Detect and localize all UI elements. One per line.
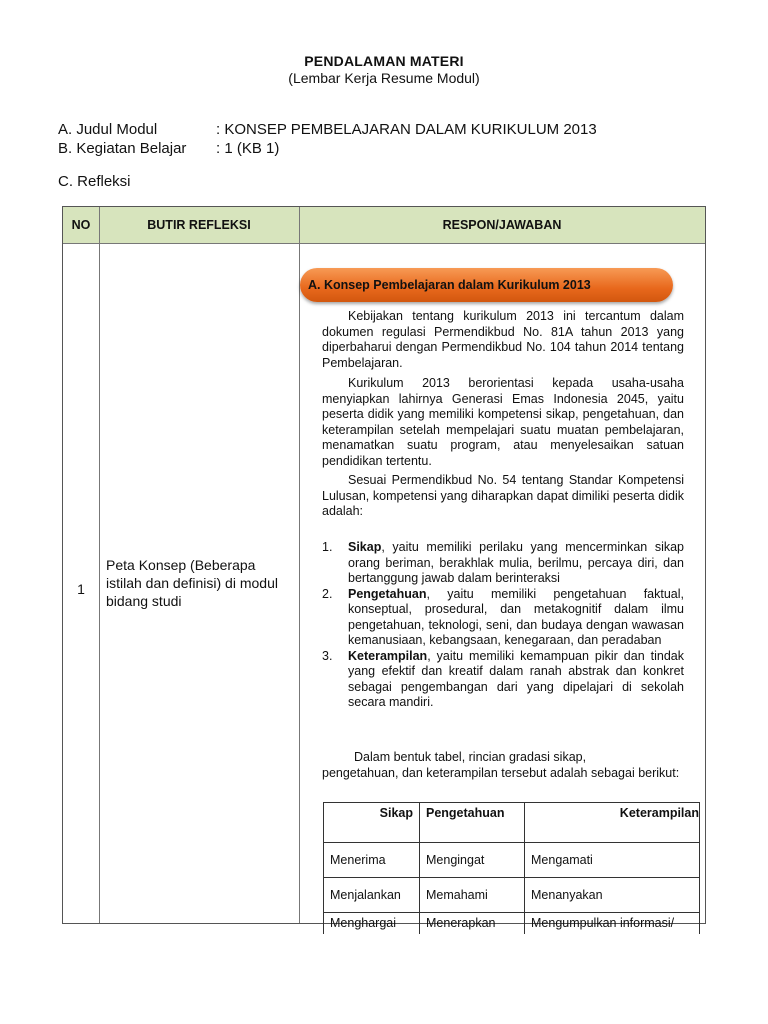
paragraph-4-rest: pengetahuan, dan keterampilan tersebut adalah sebagai berikut: — [322, 765, 680, 780]
kegiatan-belajar-value: : 1 (KB 1) — [216, 140, 280, 157]
list-number: 3. — [322, 648, 333, 663]
kegiatan-belajar-label: B. Kegiatan Belajar — [58, 140, 187, 157]
gradasi-header-keterampilan: Keterampilan — [525, 803, 700, 843]
gradasi-cell: Memahami — [420, 878, 525, 913]
section-title-badge: A. Konsep Pembelajaran dalam Kurikulum 2013 — [300, 268, 673, 302]
list-text: , yaitu memiliki pengetahuan faktual, konseptual, prosedural, dan metakognitif dalam ilmu pengetahuan, teknologi, seni, dan budaya dengan wawasan kemanusiaan, kebangsaan, kenegaraan, dan peradaban — [348, 586, 684, 647]
paragraph-4 — [322, 750, 684, 781]
list-item — [322, 587, 684, 649]
judul-modul-row — [58, 121, 597, 138]
paragraph-4-line-1: Dalam bentuk tabel, rincian gradasi sikap, — [354, 750, 587, 764]
list-term: Sikap — [348, 540, 382, 554]
gradasi-cell: Menerima — [324, 843, 420, 878]
row-number: 1 — [77, 581, 85, 597]
table-header-row — [63, 207, 705, 244]
page-title: PENDALAMAN MATERI — [304, 53, 464, 69]
refleksi-heading: C. Refleksi — [58, 173, 131, 190]
kegiatan-belajar-row — [58, 140, 279, 157]
list-item — [322, 540, 684, 587]
list-term: Keterampilan — [348, 648, 428, 663]
gradasi-cell: Menanyakan — [525, 878, 700, 913]
gradasi-header-pengetahuan: Pengetahuan — [420, 803, 525, 843]
gradasi-cell: Menghargai — [324, 913, 420, 935]
list-term: Pengetahuan — [348, 586, 427, 601]
column-divider — [299, 207, 300, 923]
judul-modul-label: A. Judul Modul — [58, 121, 158, 138]
gradasi-header-sikap: Sikap — [324, 803, 420, 843]
table-row — [324, 913, 700, 935]
header-respon-jawaban: RESPON/JAWABAN — [442, 218, 562, 232]
list-item — [322, 649, 684, 711]
table-row — [324, 843, 700, 878]
butir-refleksi-text: Peta Konsep (Beberapa istilah dan definisi) di modul bidang studi — [106, 557, 278, 609]
gradasi-cell: Mengumpulkan informasi/ — [525, 913, 700, 935]
judul-modul-value: : KONSEP PEMBELAJARAN DALAM KURIKULUM 2013 — [216, 121, 597, 138]
gradasi-header-row — [324, 803, 700, 843]
gradasi-table — [323, 802, 700, 934]
header-butir-refleksi: BUTIR REFLEKSI — [147, 218, 251, 232]
gradasi-cell: Mengingat — [420, 843, 525, 878]
paragraph-3: Sesuai Permendikbud No. 54 tentang Standar Kompetensi Lulusan, kompetensi yang diharapkan dapat dimiliki peserta didik adalah: — [322, 473, 684, 518]
paragraph-1: Kebijakan tentang kurikulum 2013 ini tercantum dalam dokumen regulasi Permendikbud No. 81A tahun 2013 yang diperbaharui dengan Permendikbud No. 104 tahun 2014 tentang Pembelajaran. — [322, 309, 684, 370]
list-number: 1. — [322, 540, 333, 554]
column-divider — [99, 207, 100, 923]
gradasi-cell: Mengamati — [525, 843, 700, 878]
list-text: , yaitu memiliki kemampuan pikir dan tindak yang efektif dan kreatif dalam ranah abstrak dan konkret sebagai pengembangan dari yang dipelajari di sekolah secara mandiri. — [348, 648, 684, 709]
list-number: 2. — [322, 586, 333, 601]
refleksi-table — [62, 206, 706, 930]
page-subtitle: (Lembar Kerja Resume Modul) — [288, 70, 480, 86]
list-text: , yaitu memiliki perilaku yang mencerminkan sikap orang beriman, berakhlak mulia, berilmu, percaya diri, dan bertanggung jawab dalam berinteraksi — [348, 540, 684, 585]
table-row — [324, 878, 700, 913]
header-no: NO — [71, 218, 91, 232]
gradasi-cell: Menjalankan — [324, 878, 420, 913]
paragraph-2: Kurikulum 2013 berorientasi kepada usaha-usaha menyiapkan lahirnya Generasi Emas Indonesia 2045, yaitu peserta didik yang memiliki kompetensi sikap, pengetahuan, dan keterampilan setelah mempelajari suatu muatan pembelajaran, menamatkan suatu program, atau menyelesaikan satuan pendidikan tertentu. — [322, 376, 684, 468]
gradasi-cell: Menerapkan — [420, 913, 525, 935]
competency-list — [322, 540, 684, 711]
